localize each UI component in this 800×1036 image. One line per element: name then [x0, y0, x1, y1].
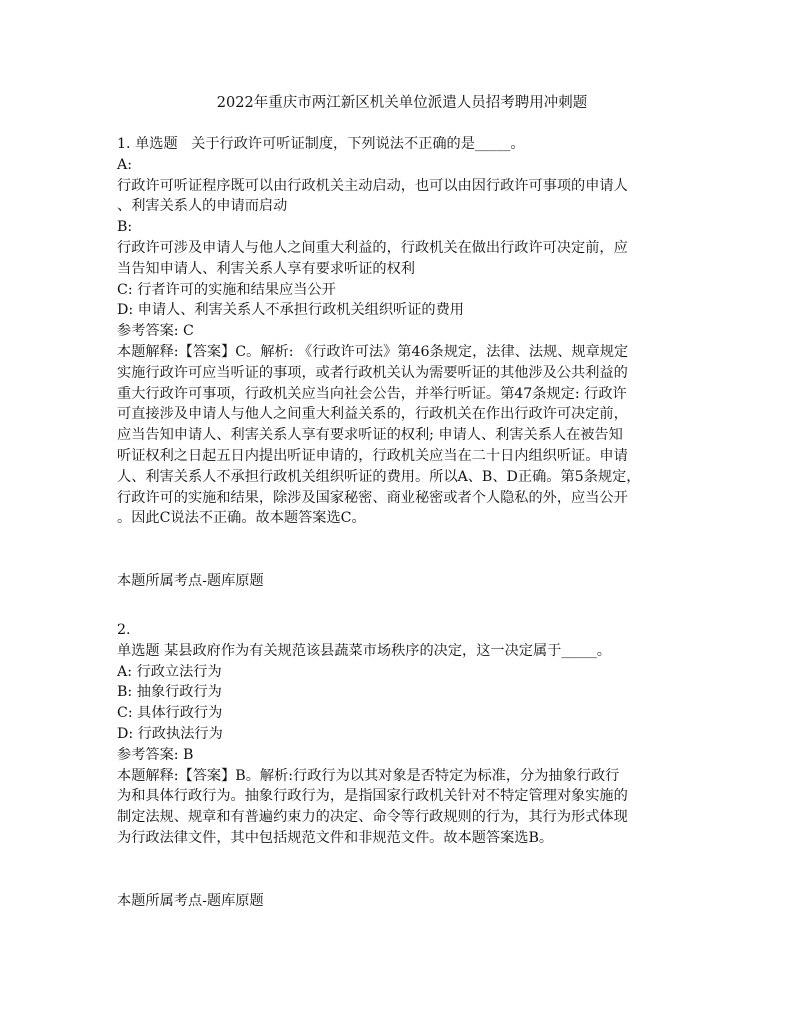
explanation-line: 应当告知申请人、利害关系人享有要求听证的权利; 申请人、利害关系人在被告知 [117, 427, 623, 444]
question-source: 本题所属考点-题库原题 [117, 892, 264, 909]
document-content [117, 134, 687, 912]
explanation-line: 本题解释:【答案】C。解析: 《行政许可法》第46条规定，法律、法规、规章规定 [117, 343, 629, 360]
explanation [117, 766, 687, 849]
option-a-text-line: 、利害关系人的申请而启动 [117, 198, 288, 215]
explanation-line: 为和具体行政行为。抽象行政行为，是指国家行政机关针对不特定管理对象实施的 [117, 788, 628, 805]
option-c: C: 行者许可的实施和结果应当公开 [117, 281, 336, 298]
question-type: 单选题 [135, 136, 178, 152]
option-b-text-line: 当告知申请人、利害关系人享有要求听证的权利 [117, 260, 415, 277]
question-1 [117, 134, 687, 592]
spacer [117, 529, 687, 571]
question-header: 单选题 某县政府作为有关规范该县蔬菜市场秩序的决定，这一决定属于_____。 [117, 642, 611, 659]
option-a-text-line: 行政许可听证程序既可以由行政机关主动启动，也可以由因行政许可事项的申请人 [117, 177, 628, 194]
reference-answer: 参考答案: B [117, 746, 194, 763]
option-b-label: B: [117, 219, 133, 236]
option-a: A: 行政立法行为 [117, 663, 222, 680]
document-title: 2022年重庆市两江新区机关单位派遣人员招考聘用冲刺题 [216, 95, 588, 111]
question-number: 1. [117, 136, 131, 152]
spacer [117, 849, 687, 891]
question-source: 本题所属考点-题库原题 [117, 573, 264, 590]
spacer [117, 592, 687, 620]
explanation-line: 制定法规、规章和有普遍约束力的决定、命令等行政规则的行为，其行为形式体现 [117, 809, 628, 826]
explanation-line: 为行政法律文件，其中包括规范文件和非规范文件。故本题答案选B。 [117, 829, 554, 846]
explanation [117, 342, 687, 529]
explanation-line: 可直接涉及申请人与他人之间重大利益关系的，行政机关在作出行政许可决定前， [117, 406, 628, 423]
option-a-label: A: [117, 156, 133, 173]
question-1-header [117, 134, 687, 155]
explanation-line: 。因此C说法不正确。故本题答案选C。 [117, 510, 366, 527]
reference-answer: 参考答案: C [117, 323, 194, 340]
explanation-line: 行政许可的实施和结果，除涉及国家秘密、商业秘密或者个人隐私的外，应当公开 [117, 489, 628, 506]
option-b: B: 抽象行政行为 [117, 684, 222, 701]
explanation-line: 人、利害关系人不承担行政机关组织听证的费用。所以A、B、D正确。第5条规定， [117, 468, 641, 485]
explanation-line: 本题解释:【答案】B。解析:行政行为以其对象是否特定为标准，分为抽象行政行 [117, 767, 620, 784]
option-d: D: 申请人、利害关系人不承担行政机关组织听证的费用 [117, 302, 464, 319]
question-number: 2. [117, 621, 131, 638]
question-stem: 关于行政许可听证制度，下列说法不正确的是_____。 [191, 136, 525, 152]
explanation-line: 实施行政许可应当听证的事项，或者行政机关认为需要听证的其他涉及公共利益的 [117, 364, 628, 381]
option-d: D: 行政执法行为 [117, 725, 223, 742]
question-2 [117, 620, 687, 912]
explanation-line: 听证权利之日起五日内提出听证申请的，行政机关应当在二十日内组织听证。申请 [117, 447, 628, 464]
explanation-line: 重大行政许可事项，行政机关应当向社会公告，并举行听证。第47条规定: 行政许 [117, 385, 627, 402]
option-c: C: 具体行政行为 [117, 705, 223, 722]
option-b-text-line: 行政许可涉及申请人与他人之间重大利益的，行政机关在做出行政许可决定前，应 [117, 239, 628, 256]
